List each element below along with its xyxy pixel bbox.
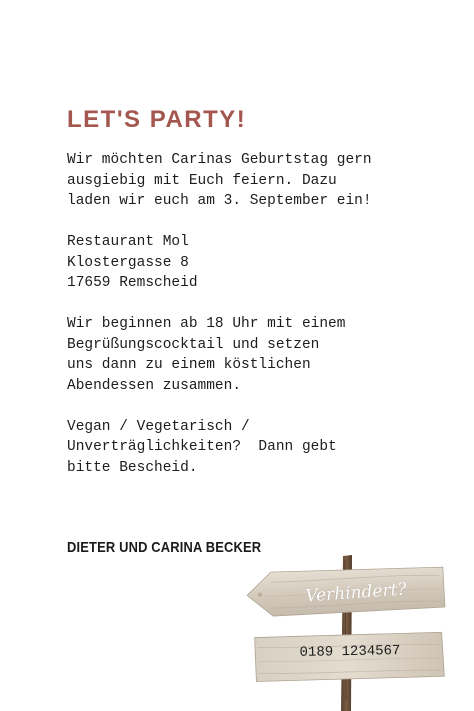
text-line: Wir möchten Carinas Geburtstag gern (67, 152, 372, 168)
sign-label-top: Verhindert? (304, 579, 408, 607)
text-line: Vegan / Vegetarisch / (67, 418, 250, 435)
text-line: laden wir euch am 3. September ein! (67, 193, 372, 209)
text-line: Wir beginnen ab 18 Uhr mit einem (67, 316, 346, 332)
text-line: uns dann zu einem köstlichen (67, 357, 311, 373)
venue-name: Restaurant Mol (67, 234, 189, 250)
text-line: Begrüßungscocktail und setzen (67, 336, 320, 353)
venue-city: 17659 Remscheid (67, 275, 198, 291)
text-line: Abendessen zusammen. (67, 377, 242, 394)
invitation-heading: LET'S PARTY! (67, 106, 247, 133)
text-line: Unverträglichkeiten? Dann gebt (67, 439, 337, 455)
invitation-signature: DIETER UND CARINA BECKER (67, 539, 262, 556)
text-line: bitte Bescheid. (67, 459, 198, 476)
venue-street: Klostergasse 8 (67, 254, 189, 271)
sign-label-phone: 0189 1234567 (299, 643, 401, 661)
text-line: ausgiebig mit Euch feiern. Dazu (67, 172, 337, 189)
